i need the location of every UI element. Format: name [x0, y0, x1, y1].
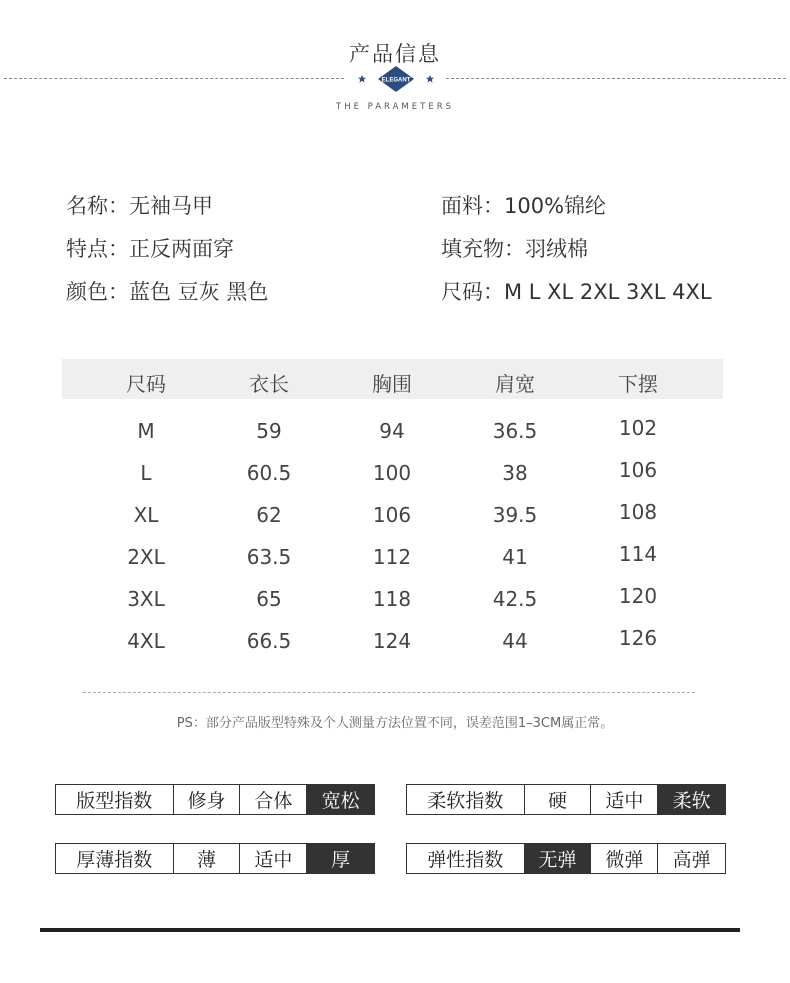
table-cell: M [137, 419, 155, 443]
softness-index-label: 柔软指数 [407, 785, 525, 814]
table-cell: 102 [618, 416, 658, 440]
fit-index-label: 版型指数 [56, 785, 174, 814]
table-cell: 108 [618, 500, 658, 524]
table-row [62, 493, 723, 535]
softness-index [406, 784, 726, 815]
table-cell: 120 [618, 584, 658, 608]
table-header-row [62, 359, 723, 399]
elasticity-option: 微弹 [591, 844, 658, 873]
table-cell: 124 [372, 629, 412, 653]
table-cell: 62 [256, 503, 282, 527]
info-fabric-value: 100%锦纶 [504, 194, 607, 218]
info-feature-value: 正反两面穿 [129, 237, 234, 261]
thickness-index-label: 厚薄指数 [56, 844, 174, 873]
thickness-option: 薄 [174, 844, 241, 873]
table-cell: 63.5 [246, 545, 292, 569]
elasticity-index-label: 弹性指数 [407, 844, 525, 873]
table-cell: 114 [618, 542, 658, 566]
table-cell: 42.5 [492, 587, 538, 611]
elegant-badge [356, 64, 436, 94]
table-cell: 39.5 [492, 503, 538, 527]
fit-option: 合体 [240, 785, 307, 814]
table-row [62, 409, 723, 451]
table-cell: 100 [372, 461, 412, 485]
elasticity-index [406, 843, 726, 874]
fit-index [55, 784, 375, 815]
note-divider [83, 692, 695, 693]
info-name-label: 名称： [66, 194, 129, 218]
table-row [62, 577, 723, 619]
info-filling-label: 填充物： [441, 237, 525, 261]
size-table [62, 359, 723, 661]
table-header-cell: 衣长 [249, 372, 289, 396]
info-color [66, 276, 268, 306]
softness-option: 硬 [525, 785, 592, 814]
thickness-option-selected: 厚 [307, 844, 374, 873]
table-header-cell: 胸围 [372, 372, 412, 396]
elasticity-option: 高弹 [672, 849, 711, 871]
info-feature-label: 特点： [66, 237, 129, 261]
star-icon [358, 75, 366, 83]
info-fabric [441, 190, 606, 220]
header-divider-right [446, 78, 786, 79]
table-cell: 106 [618, 458, 658, 482]
table-header-cell: 尺码 [126, 372, 166, 396]
table-cell: 112 [372, 545, 412, 569]
info-fabric-label: 面料： [441, 194, 504, 218]
table-cell: 36.5 [492, 419, 538, 443]
table-header-cell: 下摆 [618, 372, 658, 396]
table-cell: 66.5 [246, 629, 292, 653]
thickness-option: 适中 [240, 844, 307, 873]
table-cell: 2XL [127, 545, 165, 569]
table-cell: 118 [372, 587, 412, 611]
info-color-value: 蓝色 豆灰 黑色 [129, 280, 269, 304]
table-row [62, 535, 723, 577]
info-name [66, 190, 213, 220]
badge-text: ELEGANT [381, 77, 411, 84]
table-cell: 3XL [127, 587, 165, 611]
section-title: 产品信息 [349, 42, 441, 66]
table-header-cell: 肩宽 [495, 372, 535, 396]
info-size-label: 尺码： [441, 280, 504, 304]
softness-option-selected: 柔软 [658, 785, 725, 814]
table-cell: 65 [256, 587, 282, 611]
table-row [62, 451, 723, 493]
table-cell: 38 [502, 461, 528, 485]
info-filling [441, 233, 588, 263]
table-row [62, 619, 723, 661]
star-icon [426, 75, 434, 83]
info-filling-value: 羽绒棉 [525, 237, 588, 261]
table-cell: 126 [618, 626, 658, 650]
measurement-note: PS：部分产品版型特殊及个人测量方法位置不同，误差范围1–3CM属正常。 [176, 716, 614, 731]
info-feature [66, 233, 234, 263]
table-cell: 59 [256, 419, 282, 443]
softness-option: 适中 [591, 785, 658, 814]
info-name-value: 无袖马甲 [129, 194, 213, 218]
info-size [441, 276, 712, 306]
thickness-index [55, 843, 375, 874]
header-divider-left [4, 78, 344, 79]
info-color-label: 颜色： [66, 280, 129, 304]
bottom-rule [40, 928, 740, 932]
table-cell: L [140, 461, 152, 485]
table-cell: 4XL [127, 629, 165, 653]
table-cell: 44 [502, 629, 528, 653]
table-cell: 41 [502, 545, 528, 569]
section-subtitle: THE PARAMETERS [336, 102, 454, 112]
fit-option-selected: 宽松 [307, 785, 374, 814]
info-size-value: M L XL 2XL 3XL 4XL [504, 280, 712, 304]
table-cell: 60.5 [246, 461, 292, 485]
table-cell: 106 [372, 503, 412, 527]
table-cell: XL [133, 503, 159, 527]
fit-option: 修身 [174, 785, 241, 814]
elasticity-option-selected: 无弹 [525, 844, 592, 873]
table-cell: 94 [379, 419, 405, 443]
